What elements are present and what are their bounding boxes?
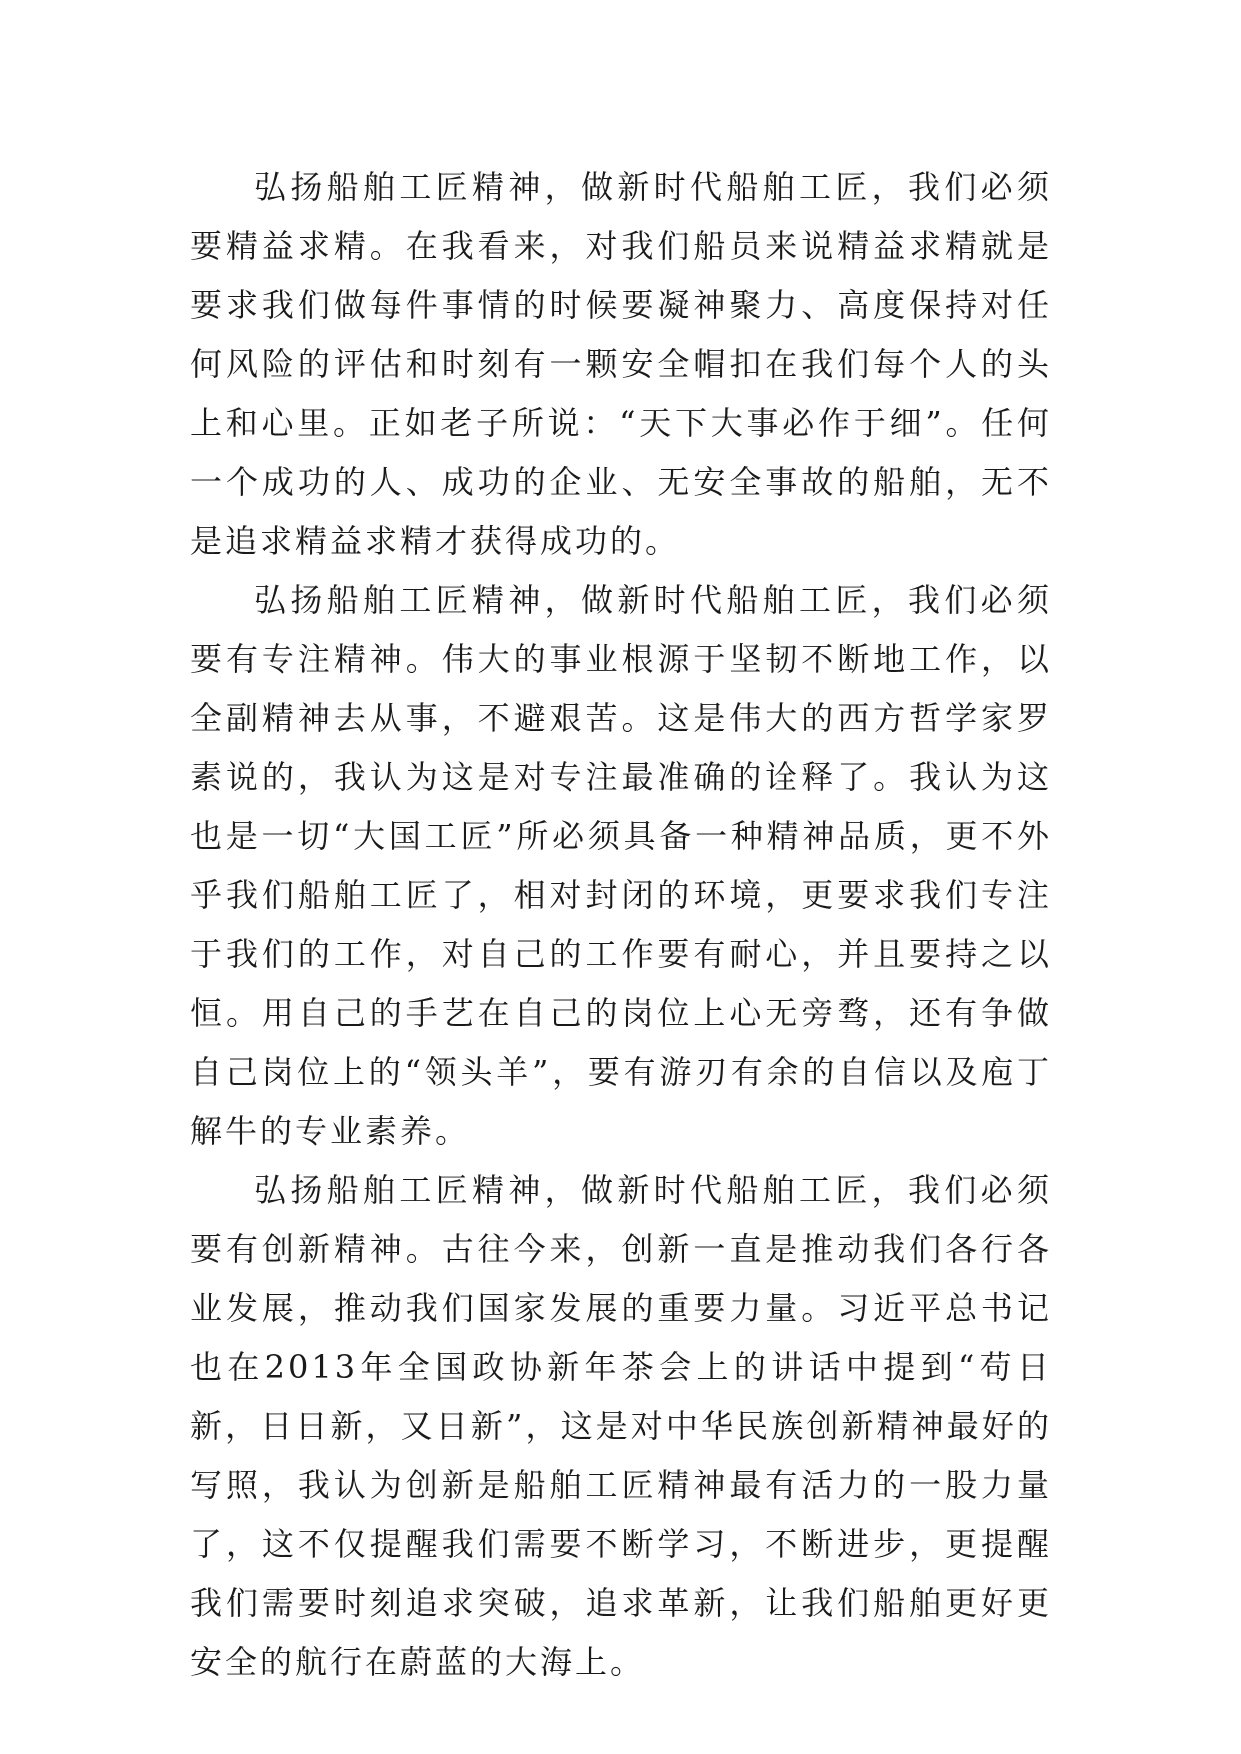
paragraph-precision: 弘扬船舶工匠精神，做新时代船舶工匠，我们必须要精益求精。在我看来，对我们船员来说精益求精就是要求我们做每件事情的时候要凝神聚力、高度保持对任何风险的评估和时刻有一颗安全帽扣在我们每个人的头上和心里。正如老子所说：“天下大事必作于细”。任何一个成功的人、成功的企业、无安全事故的船舶，无不是追求精益求精才获得成功的。 <box>190 168 1052 560</box>
paragraph-innovation: 弘扬船舶工匠精神，做新时代船舶工匠，我们必须要有创新精神。古往今来，创新一直是推动我们各行各业发展，推动我们国家发展的重要力量。习近平总书记也在2013年全国政协新年茶会上的讲话中提到“苟日新，日日新，又日新”，这是对中华民族创新精神最好的写照，我认为创新是船舶工匠精神最有活力的一股力量了，这不仅提醒我们需要不断学习，不断进步，更提醒我们需要时刻追求突破，追求革新，让我们船舶更好更安全的航行在蔚蓝的大海上。 <box>190 1171 1052 1681</box>
paragraph-focus: 弘扬船舶工匠精神，做新时代船舶工匠，我们必须要有专注精神。伟大的事业根源于坚韧不断地工作，以全副精神去从事，不避艰苦。这是伟大的西方哲学家罗素说的，我认为这是对专注最准确的诠释了。我认为这也是一切“大国工匠”所必须具备一种精神品质，更不外乎我们船舶工匠了，相对封闭的环境，更要求我们专注于我们的工作，对自己的工作要有耐心，并且要持之以恒。用自己的手艺在自己的岗位上心无旁骛，还有争做自己岗位上的“领头羊”，要有游刃有余的自信以及庖丁解牛的专业素养。 <box>190 581 1052 1150</box>
document-body <box>190 158 1052 1692</box>
